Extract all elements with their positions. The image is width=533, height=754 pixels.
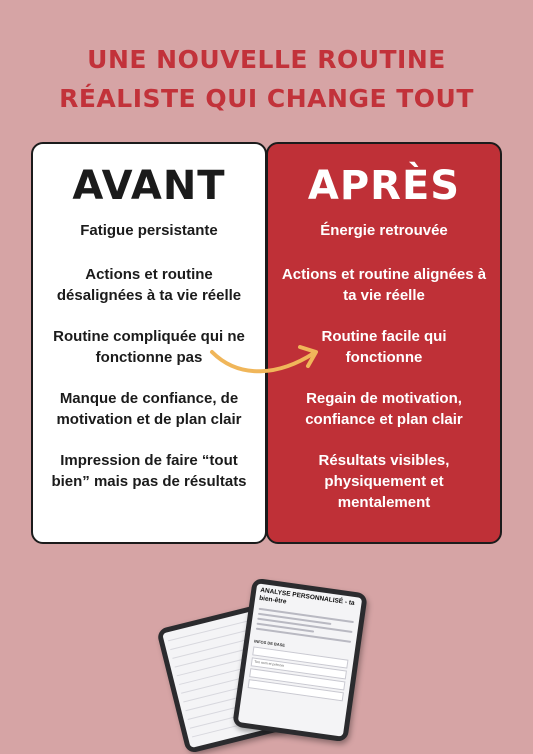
tablet-mockups <box>160 575 380 750</box>
doc-title: ANALYSE PERSONNALISÉ - ta bien-être <box>258 586 356 608</box>
headline <box>0 40 533 118</box>
apres-item: Routine facile qui fonctionne <box>321 328 447 366</box>
apres-title: APRÈS <box>307 163 461 209</box>
avant-title: AVANT <box>72 163 226 209</box>
avant-item: Routine compliquée qui ne fonctionne pas <box>53 328 245 366</box>
avant-panel <box>31 142 267 544</box>
apres-list <box>268 220 500 513</box>
apres-item: Actions et routine alignées à ta vie réelle <box>281 266 487 304</box>
tablet-front-screen <box>238 583 362 736</box>
headline-line-2: RÉALISTE QUI CHANGE TOUT <box>59 84 474 113</box>
avant-item: Fatigue persistante <box>80 222 218 239</box>
tablet-front <box>232 578 368 743</box>
field-placeholder: Ton nom et prénom <box>254 659 285 668</box>
avant-item: Manque de confiance, de motivation et de plan clair <box>56 390 242 428</box>
avant-item: Impression de faire “tout bien” mais pas de résultats <box>51 452 247 490</box>
section-label: INFOS DE BASE <box>253 638 286 648</box>
avant-item: Actions et routine désalignées à ta vie réelle <box>56 266 242 304</box>
apres-item: Énergie retrouvée <box>320 222 448 239</box>
apres-item: Regain de motivation, confiance et plan clair <box>305 390 463 428</box>
avant-list <box>33 220 265 492</box>
headline-line-1: UNE NOUVELLE ROUTINE <box>87 45 446 74</box>
apres-panel <box>266 142 502 544</box>
apres-item: Résultats visibles, physiquement et mentalement <box>318 452 450 511</box>
